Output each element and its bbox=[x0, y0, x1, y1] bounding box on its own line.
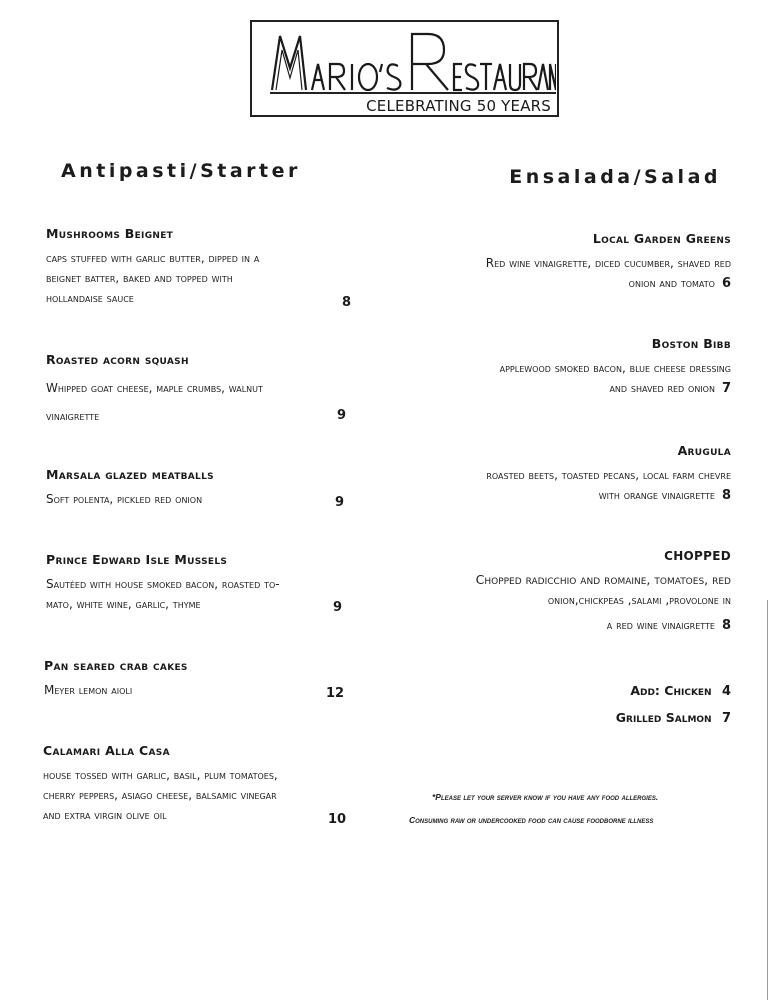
addon-price: 7 bbox=[721, 711, 731, 726]
item-name: Boston Bibb bbox=[651, 336, 731, 351]
item-desc-line: Whipped goat cheese, maple crumbs, walnut bbox=[46, 381, 263, 395]
item-desc-line: mato, white wine, garlic, thyme bbox=[46, 597, 201, 611]
addon-chicken bbox=[630, 683, 731, 699]
logo-underline bbox=[270, 92, 556, 94]
item-desc-line: vinaigrette bbox=[46, 409, 100, 423]
item-desc-line: and extra virgin olive oil bbox=[43, 808, 167, 822]
item-price: 6 bbox=[721, 276, 731, 291]
item-desc-line: onion,chickpeas ,salami ,provolone in bbox=[547, 593, 731, 607]
item-desc-line: Chopped radicchio and romaine, tomatoes, red bbox=[475, 572, 731, 587]
item-price: 12 bbox=[326, 686, 345, 701]
item-name: Marsala glazed meatballs bbox=[46, 467, 214, 482]
restaurant-logo bbox=[250, 20, 559, 117]
item-desc-line: roasted beets, toasted pecans, local farm chevre bbox=[486, 468, 731, 482]
addon-label: Grilled Salmon bbox=[615, 710, 712, 725]
item-desc-line: beignet batter, baked and topped with bbox=[46, 271, 233, 285]
item-price: 8 bbox=[721, 618, 731, 633]
item-desc-line: with orange vinaigrette bbox=[598, 488, 715, 502]
menu-item-calamari bbox=[43, 743, 363, 825]
item-name: CHOPPED bbox=[664, 549, 731, 563]
item-desc-line: house tossed with garlic, basil, plum tomatoes, bbox=[43, 768, 278, 782]
menu-item-pei-mussels bbox=[46, 552, 361, 614]
item-desc-line: hollandaise sauce bbox=[46, 291, 134, 305]
item-price: 8 bbox=[342, 295, 352, 310]
addon-grilled-salmon bbox=[616, 710, 731, 726]
menu-item-mushrooms-beignet bbox=[46, 226, 351, 308]
item-desc-line: Red wine vinaigrette, diced cucumber, shaved red bbox=[485, 256, 731, 270]
addon-price: 4 bbox=[721, 684, 731, 699]
item-name: Calamari Alla Casa bbox=[43, 743, 170, 758]
page-edge-line bbox=[767, 600, 768, 1000]
item-desc-line: caps stuffed with garlic butter, dipped in a bbox=[46, 251, 260, 265]
item-desc-line: cherry peppers, asiago cheese, balsamic vinegar bbox=[43, 788, 277, 802]
addon-label: Add: Chicken bbox=[630, 683, 712, 698]
allergy-note: *Please let your server know if you have any food allergies. bbox=[432, 792, 659, 802]
foodborne-warning: Consuming raw or undercooked food can cause foodborne illness bbox=[409, 815, 654, 825]
item-desc-line: and shaved red onion bbox=[609, 381, 715, 395]
menu-item-chopped bbox=[371, 549, 731, 636]
item-price: 9 bbox=[333, 600, 343, 615]
logo-title bbox=[266, 28, 556, 94]
item-desc-line: a red wine vinaigrette bbox=[606, 618, 715, 632]
item-name: Local Garden Greens bbox=[592, 231, 731, 246]
item-name: Arugula bbox=[677, 443, 731, 458]
item-price: 8 bbox=[721, 488, 731, 503]
item-desc-line: applewood smoked bacon, blue cheese dressing bbox=[499, 361, 731, 375]
logo-tagline: CELEBRATING 50 YEARS bbox=[366, 97, 551, 115]
item-name: Roasted acorn squash bbox=[46, 352, 189, 367]
item-name: Prince Edward Isle Mussels bbox=[46, 552, 228, 567]
item-price: 7 bbox=[721, 381, 731, 396]
item-desc-line: Soft polenta, pickled red onion bbox=[46, 492, 203, 506]
item-name: Pan seared crab cakes bbox=[44, 658, 188, 673]
logo-wordmark-icon bbox=[266, 28, 556, 94]
menu-item-boston-bibb bbox=[371, 336, 731, 399]
item-price: 9 bbox=[337, 408, 347, 423]
antipasti-heading: Antipasti/Starter bbox=[61, 160, 301, 182]
menu-item-local-garden-greens bbox=[371, 231, 731, 294]
menu-item-arugula bbox=[371, 443, 731, 506]
item-desc-line: Meyer lemon aioli bbox=[44, 683, 133, 697]
item-price: 9 bbox=[335, 495, 345, 510]
item-name: Mushrooms Beignet bbox=[46, 226, 174, 241]
item-desc-line: onion and tomato bbox=[628, 276, 715, 290]
item-price: 10 bbox=[328, 812, 347, 827]
item-desc-line: Sautéed with house smoked bacon, roasted to- bbox=[46, 577, 280, 591]
menu-item-crab-cakes bbox=[44, 658, 349, 700]
ensalada-heading: Ensalada/Salad bbox=[509, 166, 721, 188]
menu-item-roasted-acorn-squash bbox=[46, 352, 351, 430]
menu-item-marsala-meatballs bbox=[46, 467, 351, 509]
